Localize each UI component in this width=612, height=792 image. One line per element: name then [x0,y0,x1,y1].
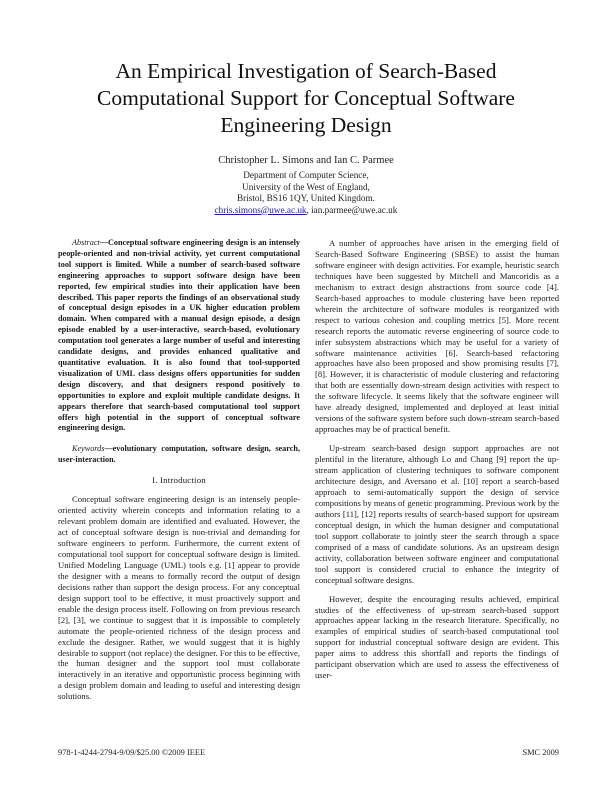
affiliation-block [100,170,512,216]
abstract-text: —Conceptual software engineering design is an intensely people-oriented and non-trivial activity, yet current computational tool support is limited. While a number of search-based software engineering approaches to support software design have been reported, few empirical studies into their application have been described. This paper reports the findings of an observational study of conceptual design episodes in a UK higher education problem domain. When compared with a manual design episode, a design episode enabled by a user-interactive, search-based, evolutionary computation tool generates a large number of useful and interesting candidate designs, and provides enhanced qualitative and quantitative evaluation. It is also found that tool-supported visualization of UML class designs offers opportunities for sudden design discovery, and that designers respond positively to opportunities to explore and exploit multiple candidate designs. It appears therefore that search-based computational tool support offers high potential in the support of conceptual software engineering design. [58,238,300,433]
intro-paragraph-2: A number of approaches have arisen in the emerging field of Search-Based Software Engineering (SBSE) to assist the human software engineer with design activities. For example, heuristic search techniques have been suggested by Mitchell and Mancoridis as a mechanism to extract design abstractions from source code [4]. Search-based approaches to module clustering have been reported wherein the architecture of software modules is reorganized with respect to various cohesion and coupling metrics [5]. More recent research reports the automatic reverse engineering of source code to infer subsystem abstractions which may be useful for a variety of software maintenance activities [6]. Search-based refactoring approaches have also been proposed and show promising results [7], [8]. However, it is characteristic of module clustering and refactoring that both are essentially down-stream design activities with respect to the software lifecycle. It seems likely that the software engineer will have already designed, implemented and deployed at least initial versions of the software system before such down-stream search-based approaches may be of practical benefit. [315,238,559,435]
footer-conference: SMC 2009 [522,748,559,757]
title-line-3: Engineering Design [220,113,392,137]
abstract-label: Abstract [72,238,100,247]
right-column [315,238,559,681]
affiliation-department: Department of Computer Science, [243,170,369,180]
affiliation-emails [100,205,512,217]
author-list: Christopher L. Simons and Ian C. Parmee [218,155,394,166]
intro-paragraph-4: However, despite the encouraging results achieved, empirical studies of the effectiveness of up-stream search-based support approaches appear lacking in the research literature. Specifically, no examples of empirical studies of search-based computational tool support for industrial conceptual software design are evident. This paper aims to address this shortfall and reports the findings of participant observation which are used to assess the effectiveness of user- [315,593,559,681]
title-line-2: Computational Support for Conceptual Software [97,86,515,110]
paper-title [60,58,552,139]
section-heading-introduction: I. Introduction [152,475,206,486]
email-rest: , ian.parmee@uwe.ac.uk [306,204,398,215]
footer-copyright: 978-1-4244-2794-9/09/$25.00 ©2009 IEEE [58,748,206,757]
title-line-1: An Empirical Investigation of Search-Based [115,59,497,83]
email-link[interactable]: chris.simons@uwe.ac.uk [214,204,307,215]
keywords [58,444,300,466]
abstract [58,238,300,434]
left-column [58,238,300,702]
keywords-text: —evolutionary computation, software design, search, user-interaction. [58,444,300,465]
keywords-label: Keywords [72,444,105,454]
intro-paragraph-3: Up-stream search-based design support approaches are not plentiful in the literature, although Lo and Chang [9] report the up-stream application of clustering techniques to software component architecture design, and Aversano et al. [10] report a search-based approach to semi-automatically support the design of service compositions by means of genetic programming. Previous work by the authors [11], [12] reports results of search-based support for upstream conceptual design, in which the human designer and computational tool support collaborate to jointly steer the search through a space comprised of a mass of candidate solutions. As an upstream design activity, collaboration between software engineer and computational tool support is considered crucial to enhance the integrity of conceptual software designs. [315,443,559,585]
affiliation-city: Bristol, BS16 1QY, United Kingdom. [237,193,375,203]
intro-paragraph-1: Conceptual software engineering design is an intensely people-oriented activity wherein concepts and information relating to a relevant problem domain are identified and evaluated. However, the act of conceptual software design is non-trivial and demanding for software engineers to perform. Furthermore, the current extent of computational tool support for conceptual software design is limited. Unified Modeling Language (UML) tools e.g. [1] appear to provide the designer with a means to formally record the output of design decisions rather than support the design process. For any conceptual design support tool to be effective, it must proactively support and enable the design process itself. Following on from previous research [2], [3], we continue to suggest that it is impossible to completely automate the people-oriented richness of the design process and exclude the designer. Rather, we would suggest that it is highly desirable to support (not replace) the designer. For this to be effective, the human designer and the support tool must collaborate interactively in an iterative and opportunistic process beginning with a design problem domain and leading to useful and interesting design solutions. [58,494,300,702]
affiliation-university: University of the West of England, [242,181,370,192]
